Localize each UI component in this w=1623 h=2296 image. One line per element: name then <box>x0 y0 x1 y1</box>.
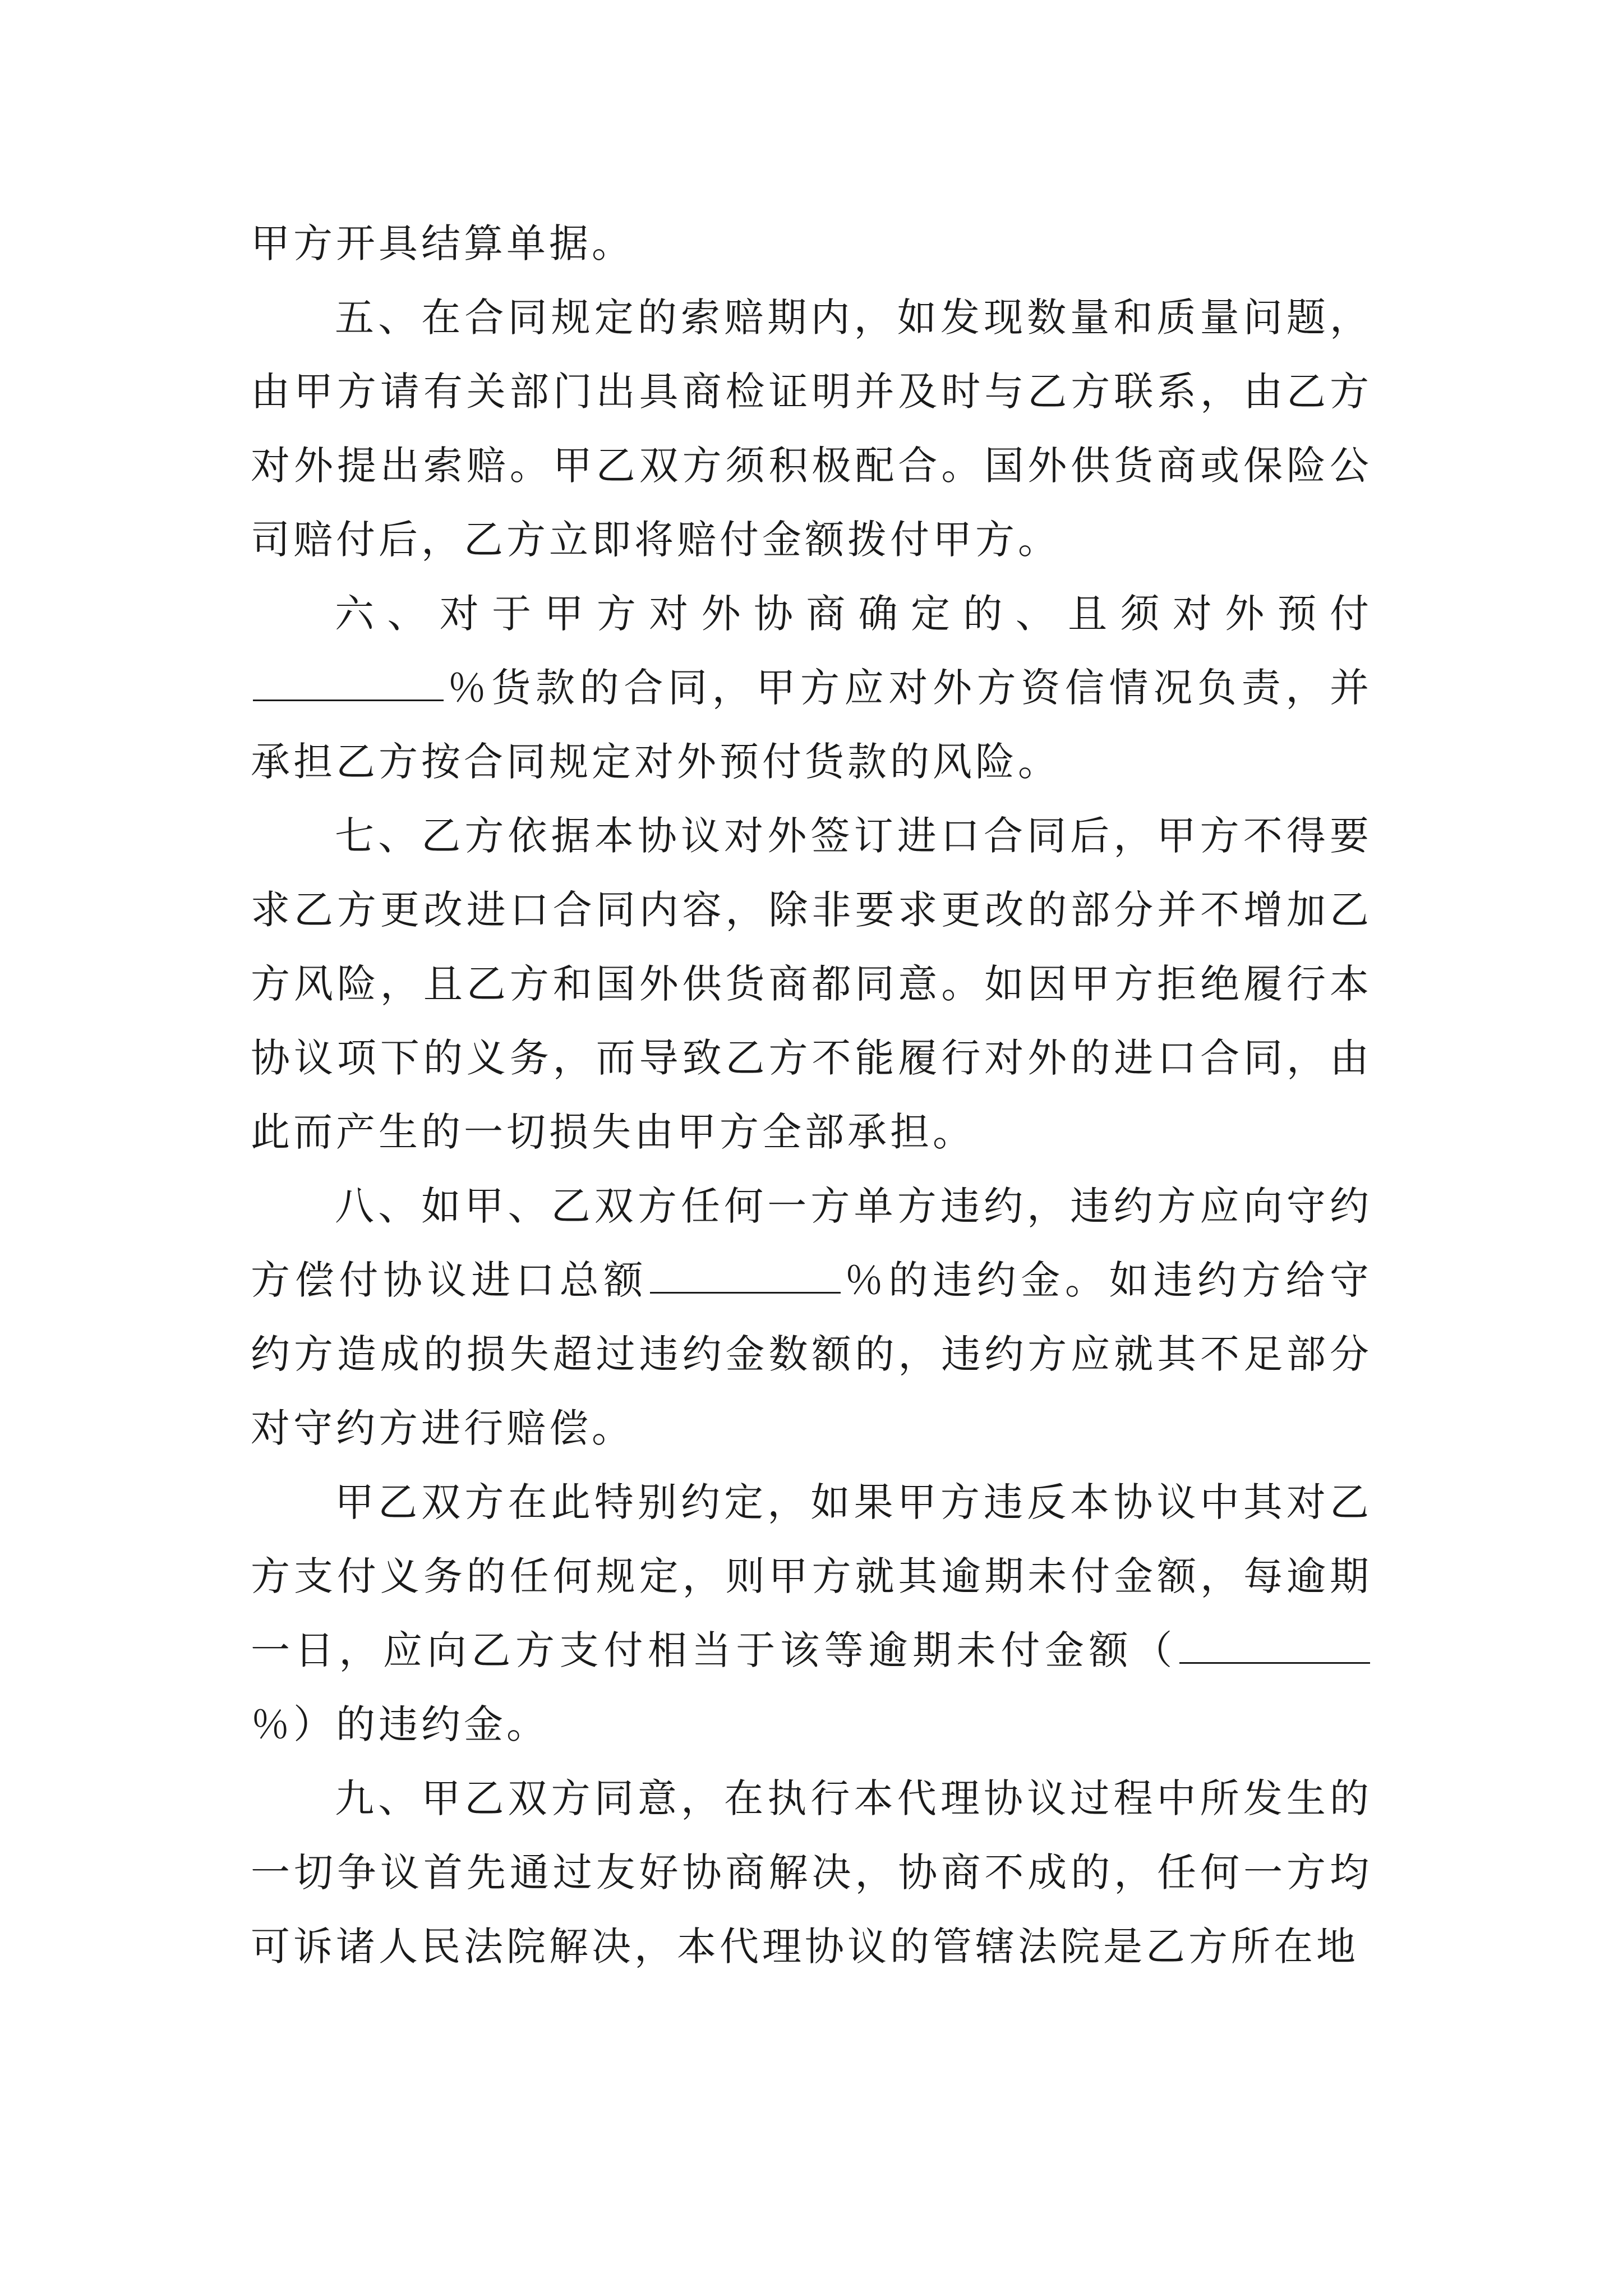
paragraph-text: ％）的违约金。 <box>251 1701 549 1747</box>
paragraph-text: 甲方开具结算单据。 <box>251 220 634 266</box>
paragraph-p5 <box>251 1465 1372 1761</box>
fill-in-blank[interactable] <box>1179 1628 1370 1664</box>
paragraph-p6 <box>251 1761 1372 1984</box>
fill-in-blank[interactable] <box>253 666 444 701</box>
paragraph-p2 <box>251 577 1372 799</box>
paragraph-p1 <box>251 280 1372 577</box>
fill-in-blank[interactable] <box>650 1258 841 1294</box>
paragraph-text: ％的违约金。如违约方给守约方造成的损失超过违约金数额的，违约方应就其不足部分对守约方进行赔偿。 <box>251 1257 1372 1451</box>
paragraph-text: 九、甲乙双方同意，在执行本代理协议过程中所发生的一切争议首先通过友好协商解决，协商不成的，任何一方均可诉诸人民法院解决，本代理协议的管辖法院是乙方所在地 <box>251 1775 1372 1970</box>
paragraph-p3 <box>251 799 1372 1169</box>
paragraph-text: 八、如甲、乙双方任何一方单方违约，违约方应向守约方偿付协议进口总额 <box>251 1183 1372 1303</box>
paragraph-p4 <box>251 1169 1372 1465</box>
paragraph-text: 七、乙方依据本协议对外签订进口合同后，甲方不得要求乙方更改进口合同内容，除非要求更改的部分并不增加乙方风险，且乙方和国外供货商都同意。如因甲方拒绝履行本协议项下的义务，而导致乙方不能履行对外的进口合同，由此而产生的一切损失由甲方全部承担。 <box>251 813 1372 1155</box>
document-body <box>251 206 1372 1984</box>
paragraph-p0 <box>251 206 1372 280</box>
paragraph-text: 五、在合同规定的索赔期内，如发现数量和质量问题，由甲方请有关部门出具商检证明并及时与乙方联系，由乙方对外提出索赔。甲乙双方须积极配合。国外供货商或保险公司赔付后，乙方立即将赔付金额拨付甲方。 <box>251 295 1372 563</box>
paragraph-text: 六、对于甲方对外协商确定的、且须对外预付 <box>335 591 1372 637</box>
paragraph-text: 甲乙双方在此特别约定，如果甲方违反本协议中其对乙方支付义务的任何规定，则甲方就其逾期未付金额，每逾期一日，应向乙方支付相当于该等逾期未付金额（ <box>251 1479 1372 1673</box>
paragraph-text: ％货款的合同，甲方应对外方资信情况负责，并承担乙方按合同规定对外预付货款的风险。 <box>251 665 1372 785</box>
